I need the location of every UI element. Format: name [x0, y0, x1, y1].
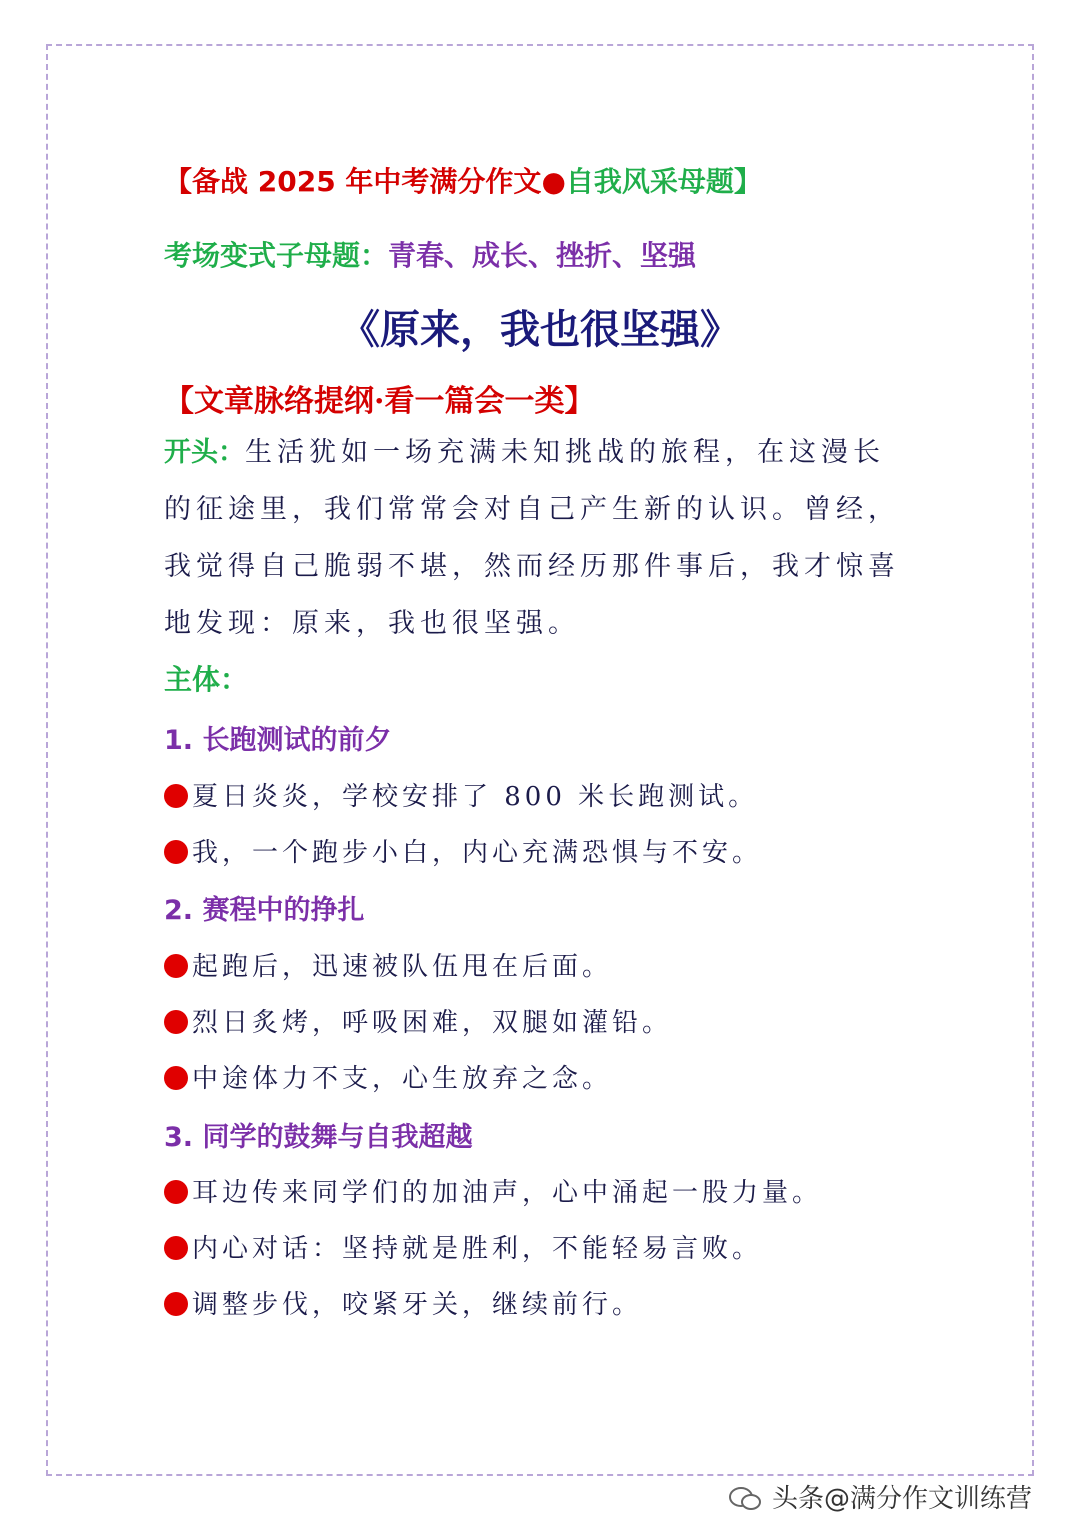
body-label: 主体：	[164, 663, 249, 696]
red-dot-icon	[164, 784, 188, 808]
section-heading: 2. 赛程中的挣扎	[164, 895, 365, 926]
header-suffix: 自我风采母题】	[565, 165, 762, 198]
red-dot-icon	[164, 1010, 188, 1034]
list-item	[164, 1172, 822, 1209]
header-dot: ●	[541, 165, 566, 198]
red-dot-icon	[164, 1066, 188, 1090]
bullet-text: 内心对话：坚持就是胜利，不能轻易言败。	[192, 1234, 763, 1264]
bullet-text: 调整步伐，咬紧牙关，继续前行。	[192, 1290, 643, 1320]
watermark-text: 头条@满分作文训练营	[772, 1484, 1033, 1514]
section-heading: 3. 同学的鼓舞与自我超越	[164, 1122, 473, 1153]
list-item	[164, 946, 612, 983]
list-item	[164, 1058, 612, 1095]
bullet-text: 中途体力不支，心生放弃之念。	[192, 1064, 613, 1094]
red-dot-icon	[164, 840, 188, 864]
opening-label: 开头：	[164, 437, 245, 468]
outline-label: 【文章脉络提纲·看一篇会一类】	[164, 384, 595, 419]
red-dot-icon	[164, 1180, 188, 1204]
list-item	[164, 1284, 642, 1321]
subtitle	[164, 234, 696, 274]
subtitle-label: 考场变式子母题：	[164, 239, 389, 272]
bullet-text: 夏日炎炎，学校安排了 800 米长跑测试。	[192, 782, 759, 812]
opening-paragraph	[164, 424, 904, 652]
bullet-text: 耳边传来同学们的加油声，心中涌起一股力量。	[192, 1178, 823, 1208]
header-prefix: 【备战 2025 年中考满分作文	[164, 165, 542, 198]
bullet-text: 我，一个跑步小白，内心充满恐惧与不安。	[192, 838, 763, 868]
list-item	[164, 1228, 762, 1265]
bullet-text: 起跑后，迅速被队伍甩在后面。	[192, 952, 613, 982]
list-item	[164, 832, 762, 869]
essay-title: 《原来，我也很坚强》	[340, 306, 740, 353]
subtitle-topics: 青春、成长、挫折、坚强	[388, 239, 697, 272]
wechat-icon	[728, 1486, 762, 1512]
red-dot-icon	[164, 1292, 188, 1316]
opening-text: 生活犹如一场充满未知挑战的旅程，在这漫长的征途里，我们常常会对自己产生新的认识。曾经，我觉得自己脆弱不堪，然而经历那件事后，我才惊喜地发现：原来，我也很坚强。	[164, 437, 900, 639]
list-item	[164, 1002, 672, 1039]
list-item	[164, 776, 758, 813]
series-header	[164, 160, 762, 200]
watermark	[728, 1478, 1032, 1515]
bullet-text: 烈日炙烤，呼吸困难，双腿如灌铅。	[192, 1008, 673, 1038]
red-dot-icon	[164, 954, 188, 978]
section-heading: 1. 长跑测试的前夕	[164, 725, 392, 756]
red-dot-icon	[164, 1236, 188, 1260]
